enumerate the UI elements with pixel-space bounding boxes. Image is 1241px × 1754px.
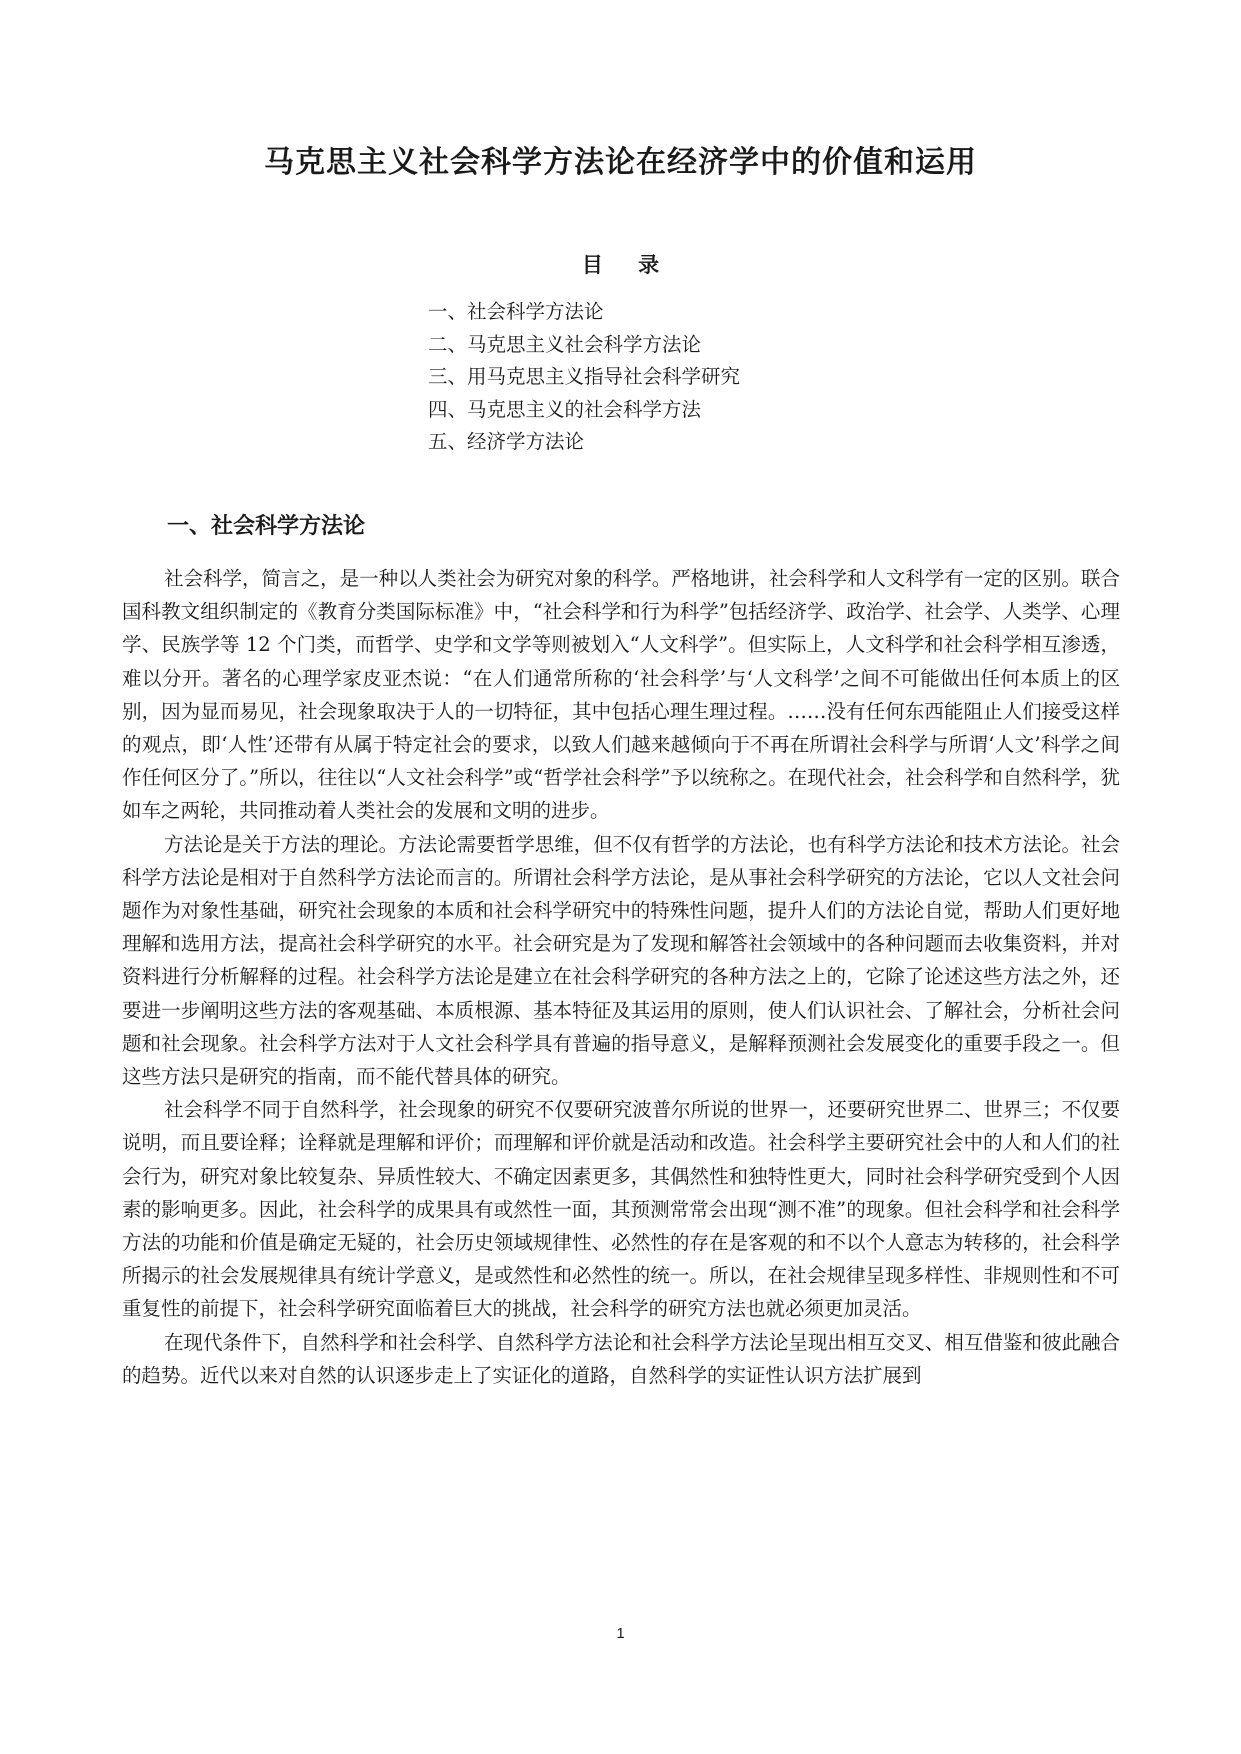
toc-item: 五、经济学方法论 xyxy=(428,430,585,453)
table-of-contents xyxy=(428,296,740,459)
toc-item: 二、马克思主义社会科学方法论 xyxy=(428,332,702,356)
toc-item: 四、马克思主义的社会科学方法 xyxy=(428,397,702,421)
document-title: 马克思主义社会科学方法论在经济学中的价值和运用 xyxy=(264,145,977,180)
paragraph: 在现代条件下，自然科学和社会科学、自然科学方法论和社会科学方法论呈现出相互交叉、相互借鉴和彼此融合的趋势。近代以来对自然的认识逐步走上了实证化的道路，自然科学的实证性认识方法扩展到 xyxy=(122,1330,1120,1387)
paragraph: 社会科学不同于自然科学，社会现象的研究不仅要研究波普尔所说的世界一，还要研究世界二、世界三；不仅要说明，而且要诠释；诠释就是理解和评价；而理解和评价就是活动和改造。社会科学主要研究社会中的人和人们的社会行为，研究对象比较复杂、异质性较大、不确定因素更多，其偶然性和独特性更大，同时社会科学研究受到个人因素的影响更多。因此，社会科学的成果具有或然性一面，其预测常常会出现“测不准”的现象。但社会科学和社会科学方法的功能和价值是确定无疑的，社会历史领域规律性、必然性的存在是客观的和不以个人意志为转移的，社会科学所揭示的社会发展规律具有统计学意义，是或然性和必然性的统一。所以，在社会规律呈现多样性、非规则性和不可重复性的前提下，社会科学研究面临着巨大的挑战，社会科学的研究方法也就必须更加灵活。 xyxy=(122,1098,1120,1321)
toc-heading: 目 录 xyxy=(581,253,674,277)
page-number: 1 xyxy=(616,1625,625,1642)
toc-item: 一、社会科学方法论 xyxy=(428,300,604,323)
paragraph: 方法论是关于方法的理论。方法论需要哲学思维，但不仅有哲学的方法论，也有科学方法论和技术方法论。社会科学方法论是相对于自然科学方法论而言的。所谓社会科学方法论，是从事社会科学研究的方法论，它以人文社会问题作为对象性基础，研究社会现象的本质和社会科学研究中的特殊性问题，提升人们的方法论自觉，帮助人们更好地理解和选用方法，提高社会科学研究的水平。社会研究是为了发现和解答社会领域中的各种问题而去收集资料，并对资料进行分析解释的过程。社会科学方法论是建立在社会科学研究的各种方法之上的，它除了论述这些方法之外，还要进一步阐明这些方法的客观基础、本质根源、基本特征及其运用的原则，使人们认识社会、了解社会，分析社会问题和社会现象。社会科学方法对于人文社会科学具有普遍的指导意义，是解释预测社会发展变化的重要手段之一。但这些方法只是研究的指南，而不能代替具体的研究。 xyxy=(122,832,1120,1089)
toc-item: 三、用马克思主义指导社会科学研究 xyxy=(428,365,741,388)
paragraph: 社会科学，简言之，是一种以人类社会为研究对象的科学。严格地讲，社会科学和人文科学有一定的区别。联合国科教文组织制定的《教育分类国际标准》中，“社会科学和行为科学”包括经济学、政治学、社会学、人类学、心理学、民族学等 12 个门类，而哲学、史学和文学等则被划入“人文科学”。但实际上，人文科学和社会科学相互渗透，难以分开。著名的心理学家皮亚杰说：“在人们通常所称的‘社会科学’与‘人文科学’之间不可能做出任何本质上的区别，因为显而易见，社会现象取决于人的一切特征，其中包括心理生理过程。……没有任何东西能阻止人们接受这样的观点，即‘人性’还带有从属于特定社会的要求，以致人们越来越倾向于不再在所谓社会科学与所谓‘人文’科学之间作任何区分了。”所以，往往以“人文社会科学”或“哲学社会科学”予以统称之。在现代社会，社会科学和自然科学，犹如车之两轮，共同推动着人类社会的发展和文明的进步。 xyxy=(122,567,1120,823)
body-text xyxy=(122,562,1120,1392)
section-heading: 一、社会科学方法论 xyxy=(167,514,366,539)
